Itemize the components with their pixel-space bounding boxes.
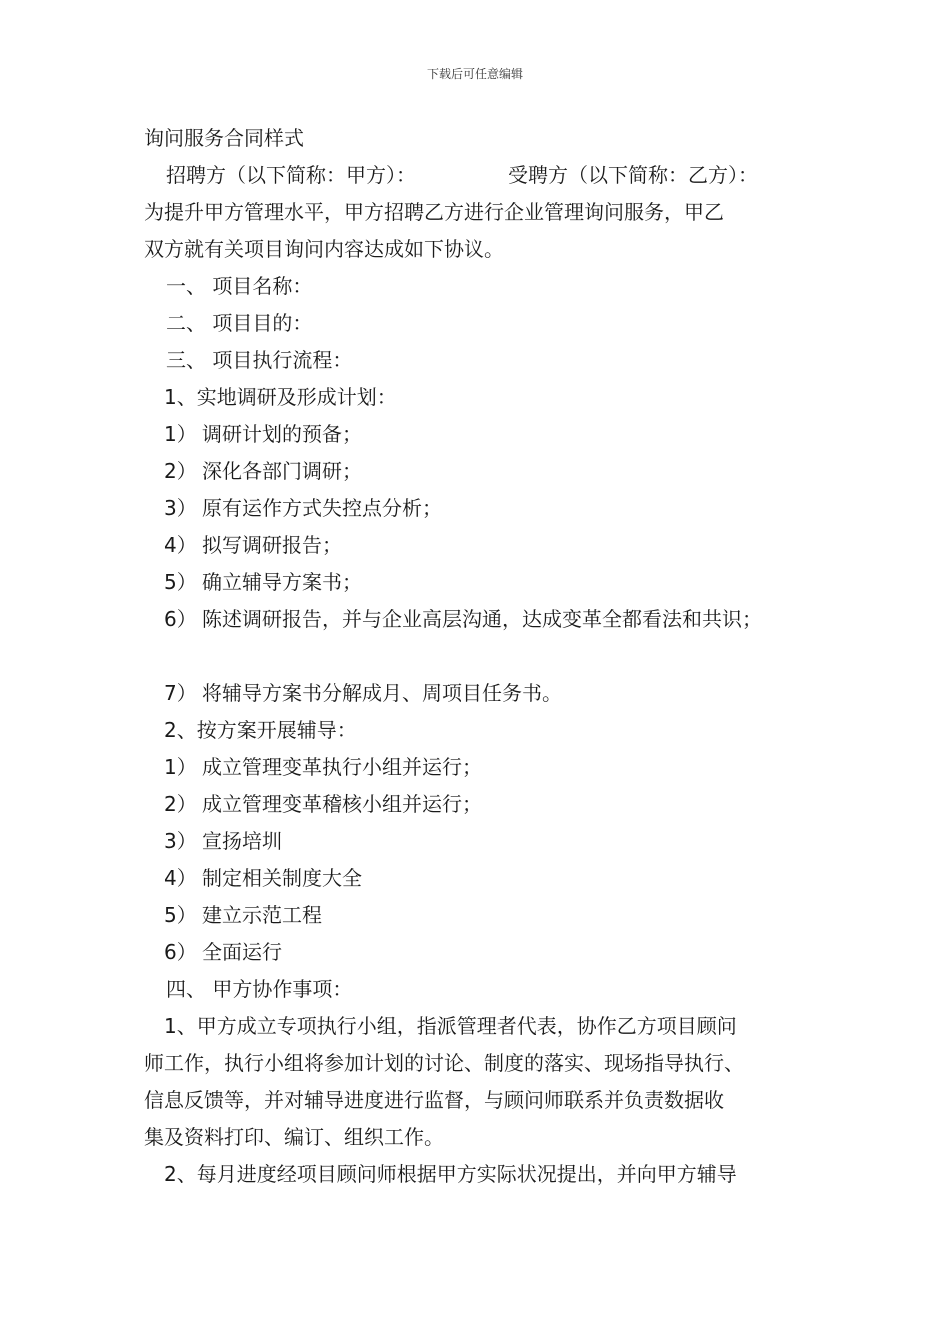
list-item-number: 3） <box>164 829 197 853</box>
list-item-number: 2） <box>164 792 197 816</box>
list-item-number: 4） <box>164 533 197 557</box>
cooperation-para1-line-4: 集及资料打印、编订、组织工作。 <box>144 1125 444 1149</box>
list-item <box>144 490 824 527</box>
document-title: 询问服务合同样式 <box>144 126 304 150</box>
list-item-number: 3） <box>164 496 197 520</box>
list-item-number: 6） <box>164 940 197 964</box>
list-item-number: 5） <box>164 903 197 927</box>
cooperation-para2-line-1: 2、每月进度经项目顾问师根据甲方实际状况提出，并向甲方辅导 <box>164 1162 737 1186</box>
list-item-number: 4） <box>164 866 197 890</box>
list-item <box>144 749 824 786</box>
cooperation-para1-line-3: 信息反馈等，并对辅导进度进行监督，与顾问师联系并负责数据收 <box>144 1088 724 1112</box>
list-item-text: 陈述调研报告，并与企业高层沟通，达成变革全都看法和共识； <box>202 607 762 631</box>
list-item-number: 1） <box>164 755 197 779</box>
list-item-text: 制定相关制度大全 <box>202 866 362 890</box>
cooperation-para1-line-2: 师工作，执行小组将参加计划的讨论、制度的落实、现场指导执行、 <box>144 1051 744 1075</box>
list-item <box>144 786 824 823</box>
list-item-text: 成立管理变革稽核小组并运行； <box>202 792 482 816</box>
contract-document <box>144 120 824 1193</box>
list-item <box>144 860 824 897</box>
list-item-text: 宣扬培圳 <box>202 829 282 853</box>
blank-line <box>144 638 824 675</box>
list-item-text: 原有运作方式失控点分析； <box>202 496 442 520</box>
page-header-note: 下载后可任意编辑 <box>426 67 523 81</box>
party-a-label: 招聘方（以下简称：甲方）： <box>166 163 416 187</box>
section-project-name: 一、 项目名称： <box>166 274 313 298</box>
list-item-text: 拟写调研报告； <box>202 533 342 557</box>
list-item-text: 成立管理变革执行小组并运行； <box>202 755 482 779</box>
phase2-heading: 2、按方案开展辅导： <box>164 718 357 742</box>
list-item-text: 全面运行 <box>202 940 282 964</box>
list-item <box>144 897 824 934</box>
phase1-heading: 1、实地调研及形成计划： <box>164 385 397 409</box>
list-item <box>144 527 824 564</box>
list-item-text: 确立辅导方案书； <box>202 570 362 594</box>
list-item-text: 调研计划的预备； <box>202 422 362 446</box>
section-project-process: 三、 项目执行流程： <box>166 348 353 372</box>
list-item-text: 将辅导方案书分解成月、周项目任务书。 <box>202 681 562 705</box>
parties-line <box>144 157 824 194</box>
party-b-label: 受聘方（以下简称：乙方）： <box>508 163 758 187</box>
list-item-number: 6） <box>164 607 197 631</box>
list-item <box>144 453 824 490</box>
list-item-number: 1） <box>164 422 197 446</box>
list-item-text: 建立示范工程 <box>202 903 322 927</box>
section-project-goal: 二、 项目目的： <box>166 311 313 335</box>
cooperation-para1-line-1: 1、甲方成立专项执行小组，指派管理者代表，协作乙方项目顾问 <box>164 1014 737 1038</box>
intro-line-1: 为提升甲方管理水平，甲方招聘乙方进行企业管理询问服务，甲乙 <box>144 200 724 224</box>
list-item-number: 5） <box>164 570 197 594</box>
list-item-text: 深化各部门调研； <box>202 459 362 483</box>
section-cooperation: 四、 甲方协作事项： <box>166 977 353 1001</box>
list-item <box>144 934 824 971</box>
list-item <box>144 601 824 638</box>
list-item-number: 2） <box>164 459 197 483</box>
list-item <box>144 416 824 453</box>
list-item <box>144 675 824 712</box>
list-item <box>144 564 824 601</box>
list-item-number: 7） <box>164 681 197 705</box>
list-item <box>144 823 824 860</box>
intro-line-2: 双方就有关项目询问内容达成如下协议。 <box>144 237 504 261</box>
